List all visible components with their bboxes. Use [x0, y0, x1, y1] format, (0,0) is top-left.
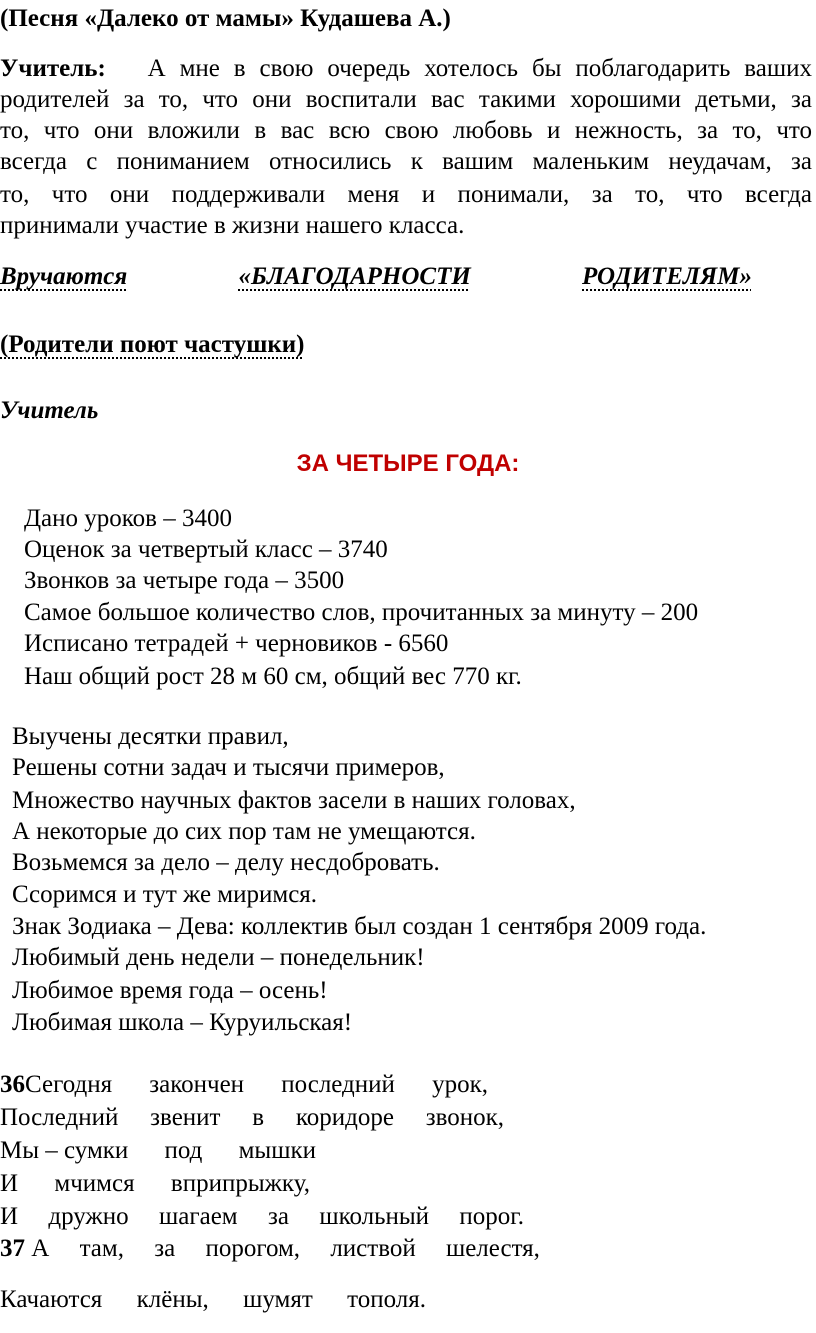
- stat-item: Дано уроков – 3400: [24, 505, 232, 532]
- verse-number-36: 36: [0, 1071, 25, 1098]
- poem-line-7: [0, 1285, 426, 1315]
- poem-word: закончен: [149, 1071, 245, 1098]
- stat-item: Самое большое количество слов, прочитанных за минуту – 200: [24, 599, 699, 626]
- achievement-item: Любимая школа – Куруильская!: [12, 1009, 353, 1036]
- poem-word: под: [164, 1137, 203, 1164]
- achievement-item: Любимое время года – осень!: [12, 977, 328, 1004]
- poem-word: Мы – сумки: [0, 1137, 129, 1164]
- poem-word: мчимся: [54, 1170, 135, 1197]
- poem-word: шумят: [243, 1286, 313, 1313]
- achievement-item: Множество научных фактов засели в наших головах,: [12, 787, 576, 814]
- stat-item: Наш общий рост 28 м 60 см, общий вес 770 кг.: [24, 663, 522, 690]
- speaker-label: Учитель:: [0, 55, 106, 82]
- teacher-speech-line-4: всегда с пониманием относились к вашим маленьким неудачам, за: [0, 148, 812, 175]
- parents-song-note: [0, 330, 304, 360]
- poem-line-1: [0, 1070, 488, 1100]
- speech-text: А мне в свою очередь хотелось бы поблагодарить ваших: [147, 55, 812, 82]
- achievement-item: Решены сотни задач и тысячи примеров,: [12, 754, 445, 781]
- stat-item: Исписано тетрадей + черновиков - 6560: [24, 630, 449, 657]
- poem-word: за: [267, 1203, 289, 1230]
- poem-word: мышки: [238, 1137, 316, 1164]
- poem-word: [0, 1234, 49, 1264]
- teacher-speech-line-5: то, что они поддерживали меня и понимали, за то, что всегда: [0, 181, 812, 208]
- parents-song-text: (Родители поют частушки): [0, 331, 305, 358]
- award-heading-part-2: «БЛАГОДАРНОСТИ: [238, 263, 471, 290]
- teacher-speech-line-3: то, что они вложили в вас всю свою любовь и нежность, за то, что: [0, 117, 812, 144]
- poem-line-3: [0, 1136, 316, 1166]
- poem-line-4: [0, 1169, 310, 1199]
- teacher-label: Учитель: [0, 397, 99, 424]
- poem-word: за: [154, 1235, 176, 1262]
- poem-word: [0, 1070, 112, 1100]
- teacher-speech-line-6: принимали участие в жизни нашего класса.: [0, 212, 465, 239]
- achievement-item: А некоторые до сих пор там не умещаются.: [12, 818, 476, 845]
- poem-word: Последний: [0, 1104, 119, 1131]
- poem-word: порог.: [459, 1203, 524, 1230]
- poem-word: шагаем: [159, 1203, 238, 1230]
- four-years-heading: ЗА ЧЕТЫРЕ ГОДА:: [296, 450, 520, 477]
- poem-word: тополя.: [347, 1286, 426, 1313]
- song-title: (Песня «Далеко от мамы» Кудашева А.): [0, 5, 451, 32]
- poem-word-text: А: [31, 1235, 50, 1262]
- poem-word: коридоре: [295, 1104, 394, 1131]
- poem-word: клёны,: [136, 1286, 209, 1313]
- stat-item: Оценок за четвертый класс – 3740: [24, 536, 388, 563]
- achievement-item: Ссоримся и тут же миримся.: [12, 881, 318, 908]
- achievement-item: Любимый день недели – понедельник!: [12, 944, 425, 971]
- poem-word: И: [0, 1203, 19, 1230]
- poem-line-6: [0, 1234, 540, 1264]
- poem-line-2: [0, 1103, 504, 1133]
- award-heading: [0, 262, 752, 292]
- poem-word-text: Сегодня: [25, 1071, 113, 1098]
- verse-number-37: 37: [0, 1235, 25, 1262]
- poem-word: в: [252, 1104, 265, 1131]
- poem-word: звонок,: [425, 1104, 504, 1131]
- achievement-item: Возьмемся за дело – делу несдобровать.: [12, 849, 440, 876]
- poem-word: шелестя,: [445, 1235, 540, 1262]
- achievement-item: Знак Зодиака – Дева: коллектив был создан 1 сентября 2009 года.: [12, 913, 707, 940]
- teacher-speech-line-1: [0, 54, 812, 84]
- achievement-item: Выучены десятки правил,: [12, 723, 289, 750]
- poem-word: Качаются: [0, 1286, 103, 1313]
- poem-word: порогом,: [205, 1235, 301, 1262]
- poem-word: дружно: [48, 1203, 129, 1230]
- poem-word: звенит: [150, 1104, 221, 1131]
- poem-word: там,: [79, 1235, 124, 1262]
- poem-word: листвой: [330, 1235, 416, 1262]
- poem-word: последний: [281, 1071, 395, 1098]
- poem-line-5: [0, 1202, 524, 1232]
- poem-word: вприпрыжку,: [170, 1170, 310, 1197]
- poem-word: И: [0, 1170, 19, 1197]
- award-heading-part-1: Вручаются: [0, 263, 128, 290]
- poem-word: урок,: [432, 1071, 488, 1098]
- stat-item: Звонков за четыре года – 3500: [24, 567, 345, 594]
- poem-word: школьный: [319, 1203, 430, 1230]
- teacher-speech-line-2: родителей за то, что они воспитали вас такими хорошими детьми, за: [0, 86, 812, 113]
- award-heading-part-3: РОДИТЕЛЯМ»: [582, 263, 752, 290]
